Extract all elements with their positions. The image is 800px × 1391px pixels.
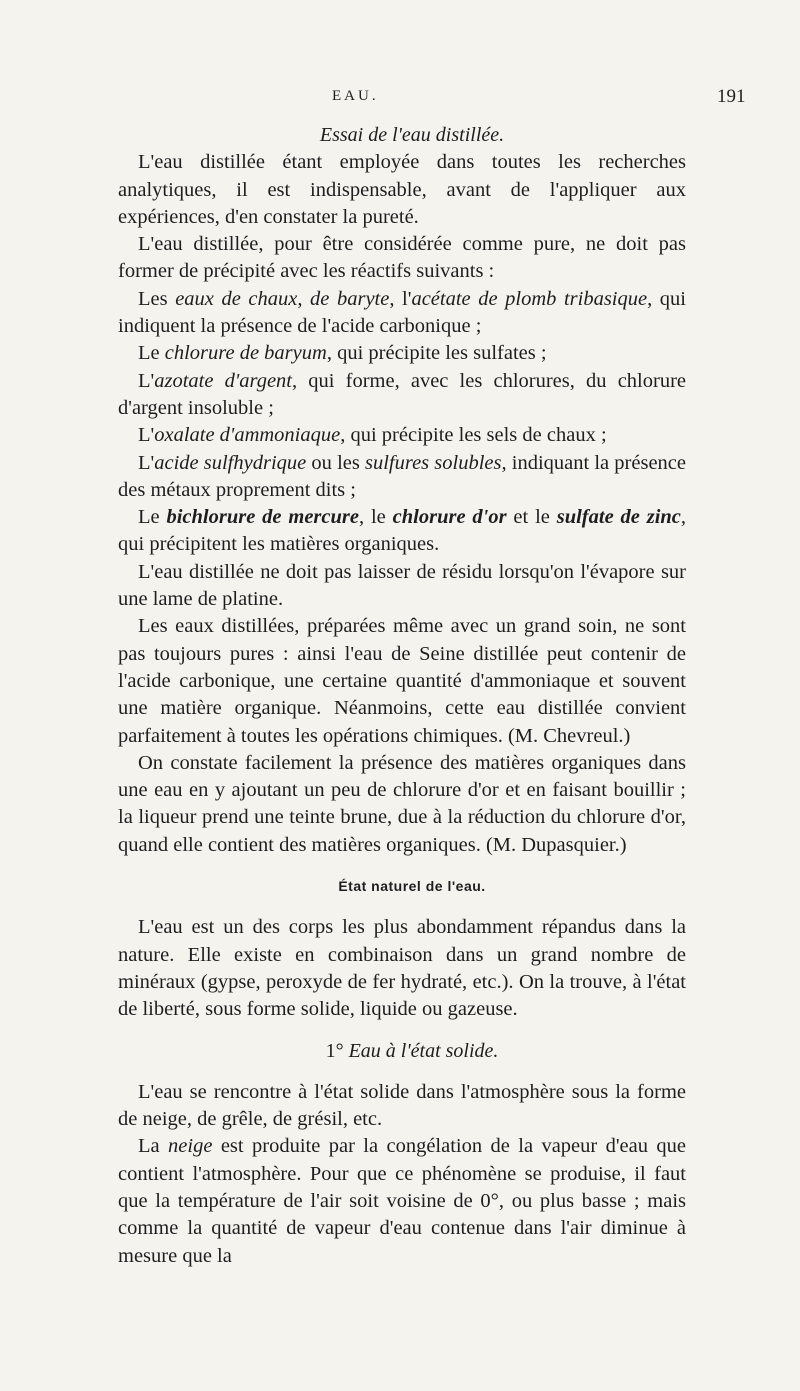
reagent-item: Les eaux de chaux, de baryte, l'acétate de plomb tribasique, qui indiquent la présence de l'acide carbonique ; [118,287,686,338]
paragraph: L'eau distillée étant employée dans toutes les recherches analytiques, il est indispensable, avant de l'appliquer aux expériences, d'en constater la pureté. [118,151,686,228]
paragraph: L'eau est un des corps les plus abondamment répandus dans la nature. Elle existe en combinaison dans un grand nombre de minéraux (gypse, peroxyde de fer hydraté, etc.). On la trouve, à l'état de liberté, sous forme solide, liquide ou gazeuse. [118,916,686,1021]
reagent-item: Le chlorure de baryum, qui précipite les sulfates ; [138,342,547,365]
paragraph: L'eau se rencontre à l'état solide dans l'atmosphère sous la forme de neige, de grêle, de grésil, etc. [118,1080,686,1131]
running-title: EAU. [332,88,379,104]
section-title-natural-state: État naturel de l'eau. [338,878,486,895]
reagent-item: Le bichlorure de mercure, le chlorure d'or et le sulfate de zinc, qui précipitent les matières organiques. [118,506,687,556]
paragraph: La neige est produite par la congélation de la vapeur d'eau que contient l'atmosphère. Pour que ce phénomène se produise, il faut que la température de l'air soit voisine de 0°, ou plus basse ; mais comme la quantité de vapeur d'eau contenue dans l'air diminue à mesure que la [118,1135,687,1267]
paragraph: L'eau distillée ne doit pas laisser de résidu lorsqu'on l'évapore sur une lame de platine. [118,560,686,611]
section-title-text: Eau à l'état solide. [348,1039,499,1062]
reagent-item: L'acide sulfhydrique ou les sulfures solubles, indiquant la présence des métaux proprement dits ; [118,451,687,501]
reagent-item: L'azotate d'argent, qui forme, avec les chlorures, du chlorure d'argent insoluble ; [118,369,686,419]
paragraph: L'eau distillée, pour être considérée comme pure, ne doit pas former de précipité avec les réactifs suivants : [118,233,686,283]
paragraph: Les eaux distillées, préparées même avec un grand soin, ne sont pas toujours pures : ainsi l'eau de Seine distillée peut contenir de l'acide carbonique, une certaine quantité d'ammoniaque et souvent une matière organique. Néanmoins, cette eau distillée convient parfaitement à toutes les opérations chimiques. (M. Chevreul.) [118,615,686,747]
reagent-item: L'oxalate d'ammoniaque, qui précipite les sels de chaux ; [138,424,607,447]
paragraph: On constate facilement la présence des matières organiques dans une eau en y ajoutant un peu de chlorure d'or et en faisant bouillir ; la liqueur prend une teinte brune, due à la réduction du chlorure d'or, quand elle contient des matières organiques. (M. Dupasquier.) [118,751,686,856]
section-title-distilled-water: Essai de l'eau distillée. [319,124,505,146]
page-header [0,88,800,116]
section-number: 1° [325,1039,344,1062]
page-body [118,122,686,1270]
section-title-solid-water [118,1038,686,1065]
page-number: 191 [717,86,746,107]
